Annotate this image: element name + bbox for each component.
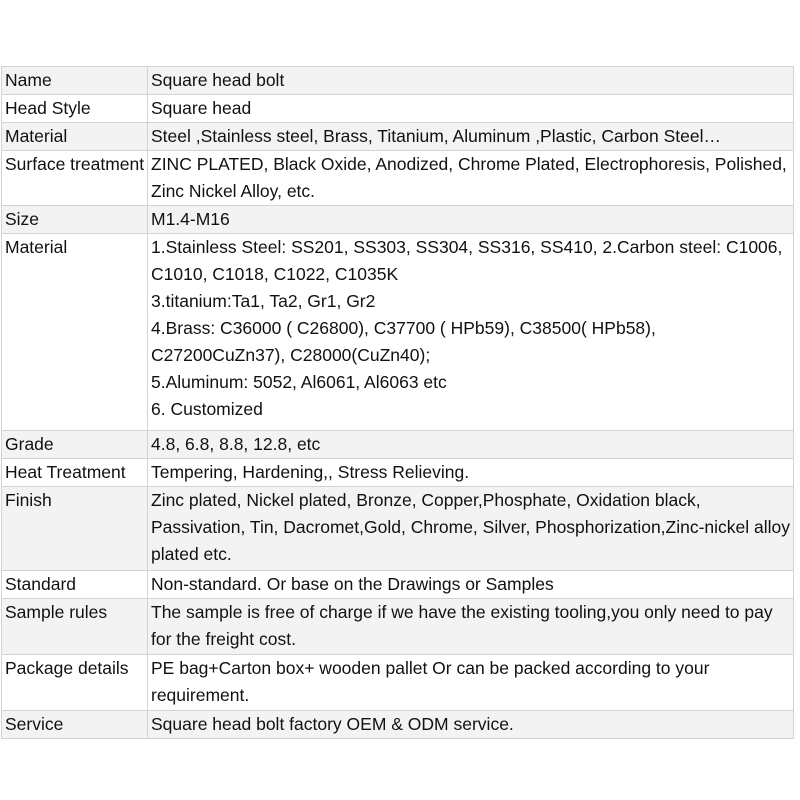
table-row (2, 571, 794, 599)
material-line-aluminum: 5.Aluminum: 5052, Al6061, Al6063 etc (151, 372, 447, 392)
material-line-stainless-carbon: 1.Stainless Steel: SS201, SS303, SS304, SS316, SS410, 2.Carbon steel: C1006, C1010, C1018, C1022, C1035K (151, 237, 783, 284)
table-row (2, 67, 794, 95)
row-value-material-detail (148, 234, 794, 431)
row-label-material-detail: Material (2, 234, 148, 431)
row-value-sample-rules: The sample is free of charge if we have the existing tooling,you only need to pay for the freight cost. (148, 599, 794, 655)
row-label-material: Material (2, 123, 148, 151)
spec-table (1, 66, 794, 739)
row-value-name: Square head bolt (148, 67, 794, 95)
row-label-standard: Standard (2, 571, 148, 599)
row-label-package-details: Package details (2, 655, 148, 711)
row-value-material: Steel ,Stainless steel, Brass, Titanium, Aluminum ,Plastic, Carbon Steel… (148, 123, 794, 151)
table-row (2, 711, 794, 739)
row-value-grade: 4.8, 6.8, 8.8, 12.8, etc (148, 431, 794, 459)
row-value-size: M1.4-M16 (148, 206, 794, 234)
table-row (2, 206, 794, 234)
row-value-package-details: PE bag+Carton box+ wooden pallet Or can be packed according to your requirement. (148, 655, 794, 711)
table-row (2, 431, 794, 459)
row-label-size: Size (2, 206, 148, 234)
table-row (2, 487, 794, 571)
row-label-head-style: Head Style (2, 95, 148, 123)
material-line-brass: 4.Brass: C36000 ( C26800), C37700 ( HPb59), C38500( HPb58), C27200CuZn37), C28000(CuZn40); (151, 318, 656, 365)
material-line-customized: 6. Customized (151, 399, 263, 419)
row-label-grade: Grade (2, 431, 148, 459)
row-value-heat-treatment: Tempering, Hardening,, Stress Relieving. (148, 459, 794, 487)
table-row (2, 95, 794, 123)
table-row (2, 151, 794, 206)
row-label-surface-treatment: Surface treatment (2, 151, 148, 206)
row-label-heat-treatment: Heat Treatment (2, 459, 148, 487)
table-row (2, 234, 794, 431)
row-label-service: Service (2, 711, 148, 739)
row-value-service: Square head bolt factory OEM & ODM service. (148, 711, 794, 739)
material-line-titanium: 3.titanium:Ta1, Ta2, Gr1, Gr2 (151, 291, 376, 311)
row-value-finish: Zinc plated, Nickel plated, Bronze, Copper,Phosphate, Oxidation black, Passivation, Tin, Dacromet,Gold, Chrome, Silver, Phosphorization,Zinc-nickel alloy plated etc. (148, 487, 794, 571)
row-label-name: Name (2, 67, 148, 95)
table-row (2, 123, 794, 151)
table-row (2, 599, 794, 655)
row-label-finish: Finish (2, 487, 148, 571)
row-label-sample-rules: Sample rules (2, 599, 148, 655)
row-value-surface-treatment: ZINC PLATED, Black Oxide, Anodized, Chrome Plated, Electrophoresis, Polished, Zinc Nickel Alloy, etc. (148, 151, 794, 206)
table-row (2, 655, 794, 711)
row-value-head-style: Square head (148, 95, 794, 123)
table-row (2, 459, 794, 487)
row-value-standard: Non-standard. Or base on the Drawings or Samples (148, 571, 794, 599)
